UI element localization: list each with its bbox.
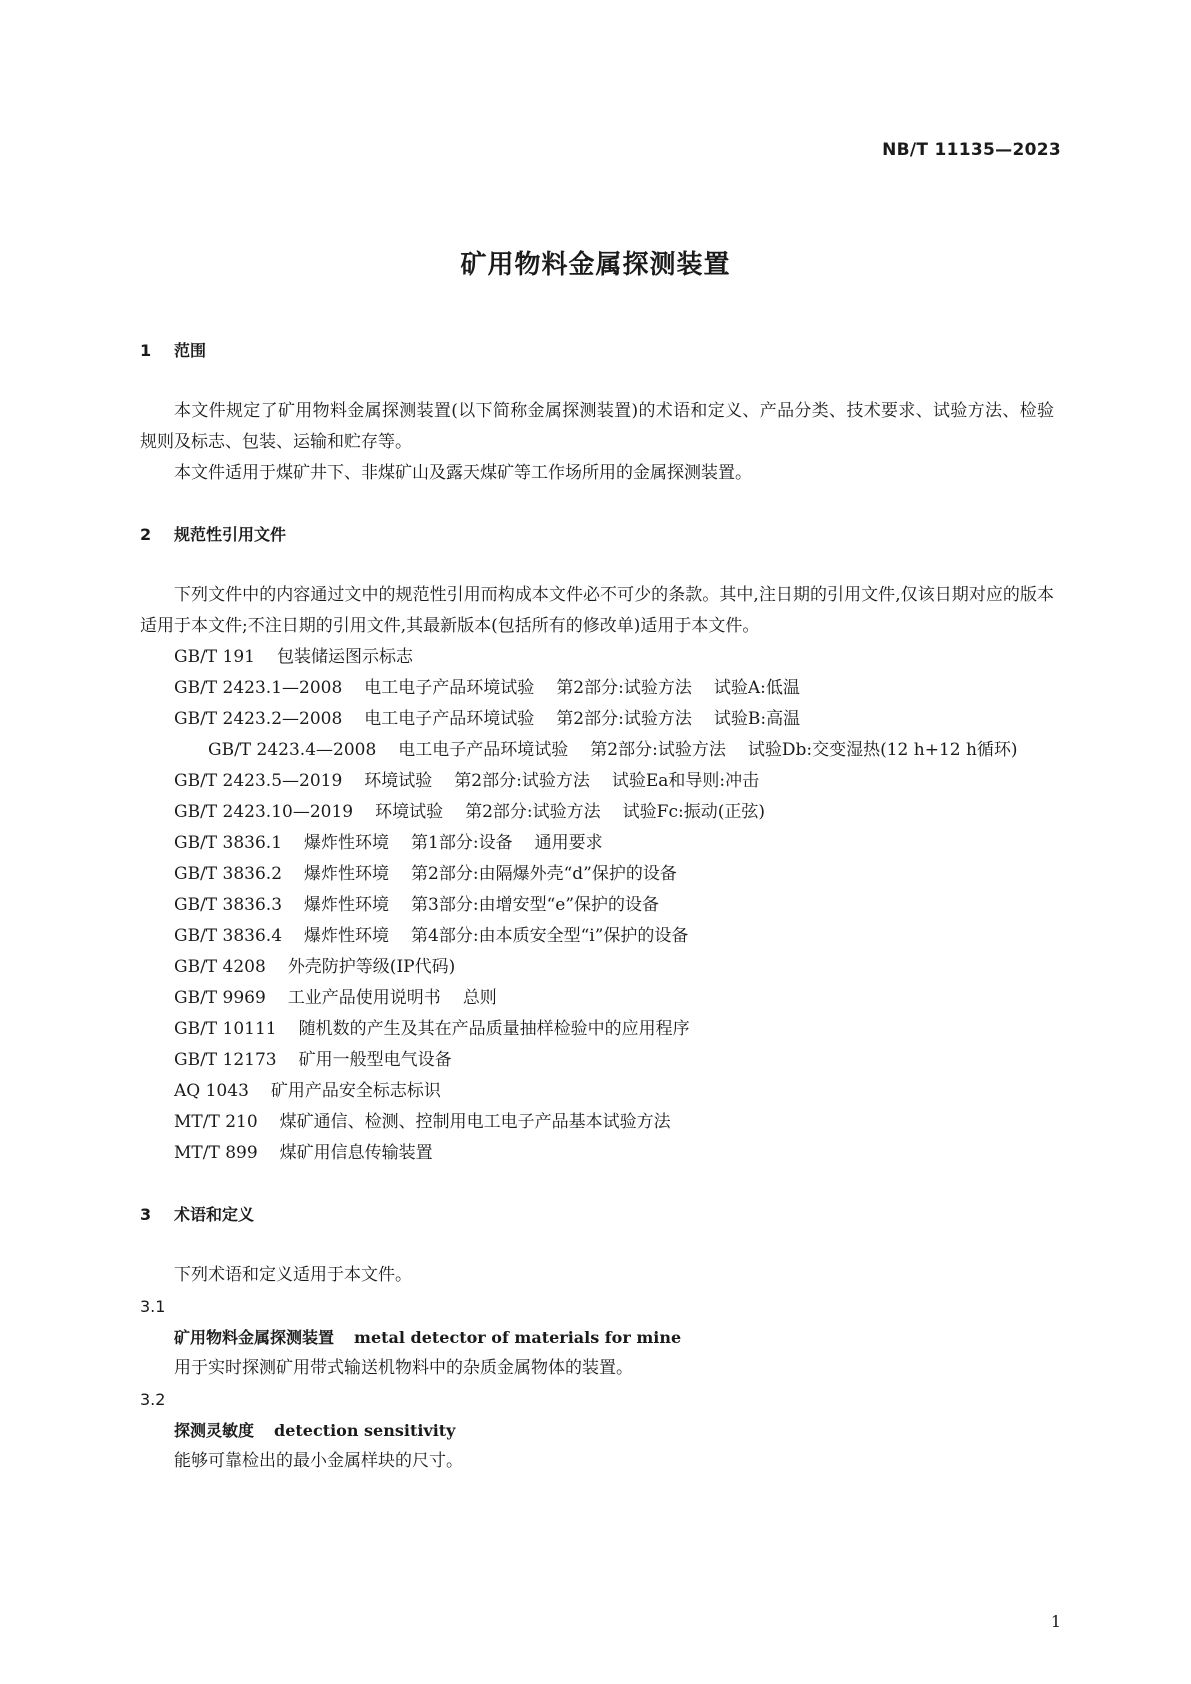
section-number: 1 [140,341,152,360]
reference-item [140,1045,1054,1076]
reference-title-part: 爆炸性环境 [304,895,390,915]
terms-intro: 下列术语和定义适用于本文件。 [174,1265,412,1285]
reference-title-part: 试验Db:交变湿热(12 h+12 h循环) [747,740,1018,760]
reference-title-part: 第2部分:试验方法 [465,802,601,822]
reference-title-part: 电工电子产品环境试验 [398,740,569,760]
term-english: detection sensitivity [274,1421,456,1440]
reference-title-part: 第1部分:设备 [411,833,513,853]
reference-code: GB/T 3836.1 [174,833,283,853]
reference-title [280,1112,671,1132]
reference-code: GB/T 3836.2 [174,864,283,884]
section-title: 规范性引用文件 [174,525,287,544]
reference-title [288,988,497,1008]
reference-title [304,864,677,884]
reference-title-part: 通用要求 [534,833,603,853]
reference-item [140,1107,1054,1138]
section-heading-scope [140,335,1054,366]
section-number: 2 [140,525,152,544]
reference-item [140,673,1054,704]
reference-title-part: 矿用一般型电气设备 [298,1050,452,1070]
reference-list [140,642,1054,1169]
reference-code: GB/T 9969 [174,988,266,1008]
reference-code: GB/T 2423.1—2008 [174,678,343,698]
scope-paragraph: 本文件规定了矿用物料金属探测装置(以下简称金属探测装置)的术语和定义、产品分类、技术要求、试验方法、检验规则及标志、包装、运输和贮存等。 [140,401,1054,452]
reference-code: MT/T 899 [174,1143,258,1163]
reference-item [140,1138,1054,1169]
term-number: 3.2 [140,1390,166,1409]
reference-title-part: 爆炸性环境 [304,926,390,946]
reference-title-part: 第2部分:试验方法 [454,771,590,791]
reference-title-part: 第2部分:试验方法 [556,709,692,729]
reference-title [304,895,659,915]
reference-code: GB/T 2423.4—2008 [208,740,377,760]
term-english: metal detector of materials for mine [354,1328,682,1347]
reference-title-part: 第2部分:试验方法 [556,678,692,698]
reference-item [140,952,1054,983]
document-body [140,335,1054,1477]
reference-title-part: 外壳防护等级(IP代码) [287,957,456,977]
reference-item [140,642,1054,673]
reference-title-part: 电工电子产品环境试验 [364,678,535,698]
reference-item [140,797,1054,828]
term-number: 3.1 [140,1297,166,1316]
reference-title [299,1050,452,1070]
reference-title-part: 第4部分:由本质安全型“i”保护的设备 [411,926,689,946]
section-title: 术语和定义 [174,1205,255,1224]
reference-code: GB/T 10111 [174,1019,277,1039]
reference-title-part: 环境试验 [364,771,433,791]
term-chinese: 矿用物料金属探测装置 [174,1328,335,1347]
reference-item [140,828,1054,859]
document-title: 矿用物料金属探测装置 [460,250,731,280]
reference-item [140,704,1054,735]
term-heading [140,1415,1054,1446]
reference-title-part: 煤矿通信、检测、控制用电工电子产品基本试验方法 [279,1112,671,1132]
section-heading-terms [140,1199,1054,1230]
reference-title-part: 随机数的产生及其在产品质量抽样检验中的应用程序 [298,1019,690,1039]
reference-code: GB/T 2423.10—2019 [174,802,354,822]
reference-code: MT/T 210 [174,1112,258,1132]
reference-item [140,766,1054,797]
section-number: 3 [140,1205,152,1224]
standard-number: NB/T 11135—2023 [882,140,1061,160]
references-intro: 下列文件中的内容通过文中的规范性引用而构成本文件必不可少的条款。其中,注日期的引用文件,仅该日期对应的版本适用于本文件;不注日期的引用文件,其最新版本(包括所有的修改单)适用于本文件。 [140,585,1054,636]
reference-title-part: 第2部分:由隔爆外壳“d”保护的设备 [411,864,677,884]
reference-code: GB/T 191 [174,647,255,667]
reference-title-part: 第2部分:试验方法 [590,740,726,760]
reference-title-part: 试验Fc:振动(正弦) [622,802,765,822]
page-number: 1 [1050,1612,1061,1631]
reference-item [140,859,1054,890]
reference-title [398,740,1017,760]
term-heading [140,1322,1054,1353]
reference-title [288,957,455,977]
reference-title [304,833,603,853]
reference-title-part: 试验Ea和导则:冲击 [611,771,760,791]
section-title: 范围 [174,341,207,360]
reference-title-part: 煤矿用信息传输装置 [279,1143,433,1163]
reference-title [271,1081,441,1101]
reference-title-part: 环境试验 [375,802,444,822]
reference-title [364,678,800,698]
reference-title [375,802,765,822]
term-chinese: 探测灵敏度 [174,1421,255,1440]
term-definition: 能够可靠检出的最小金属样块的尺寸。 [174,1451,463,1471]
reference-code: GB/T 2423.5—2019 [174,771,343,791]
reference-code: GB/T 12173 [174,1050,277,1070]
reference-code: GB/T 2423.2—2008 [174,709,343,729]
reference-title [277,647,413,667]
reference-item [140,1014,1054,1045]
reference-title [304,926,688,946]
reference-title [299,1019,690,1039]
scope-paragraph: 本文件适用于煤矿井下、非煤矿山及露天煤矿等工作场所用的金属探测装置。 [174,463,752,483]
reference-item [140,890,1054,921]
reference-title-part: 第3部分:由增安型“e”保护的设备 [411,895,660,915]
reference-item [140,1076,1054,1107]
reference-code: AQ 1043 [174,1081,249,1101]
reference-title-part: 爆炸性环境 [304,833,390,853]
reference-code: GB/T 4208 [174,957,266,977]
reference-title-part: 试验A:低温 [713,678,800,698]
reference-title-part: 爆炸性环境 [304,864,390,884]
reference-title-part: 电工电子产品环境试验 [364,709,535,729]
reference-item [140,983,1054,1014]
reference-title-part: 矿用产品安全标志标识 [270,1081,441,1101]
reference-item [140,921,1054,952]
reference-code: GB/T 3836.3 [174,895,283,915]
reference-title-part: 试验B:高温 [713,709,801,729]
reference-code: GB/T 3836.4 [174,926,283,946]
reference-item [140,735,1054,766]
section-heading-normative-references [140,519,1054,550]
reference-title-part: 总则 [462,988,497,1008]
reference-title [364,709,800,729]
reference-title-part: 工业产品使用说明书 [287,988,441,1008]
reference-title [364,771,759,791]
reference-title-part: 包装储运图示标志 [277,647,413,667]
reference-title [280,1143,433,1163]
term-definition: 用于实时探测矿用带式输送机物料中的杂质金属物体的装置。 [174,1358,633,1378]
